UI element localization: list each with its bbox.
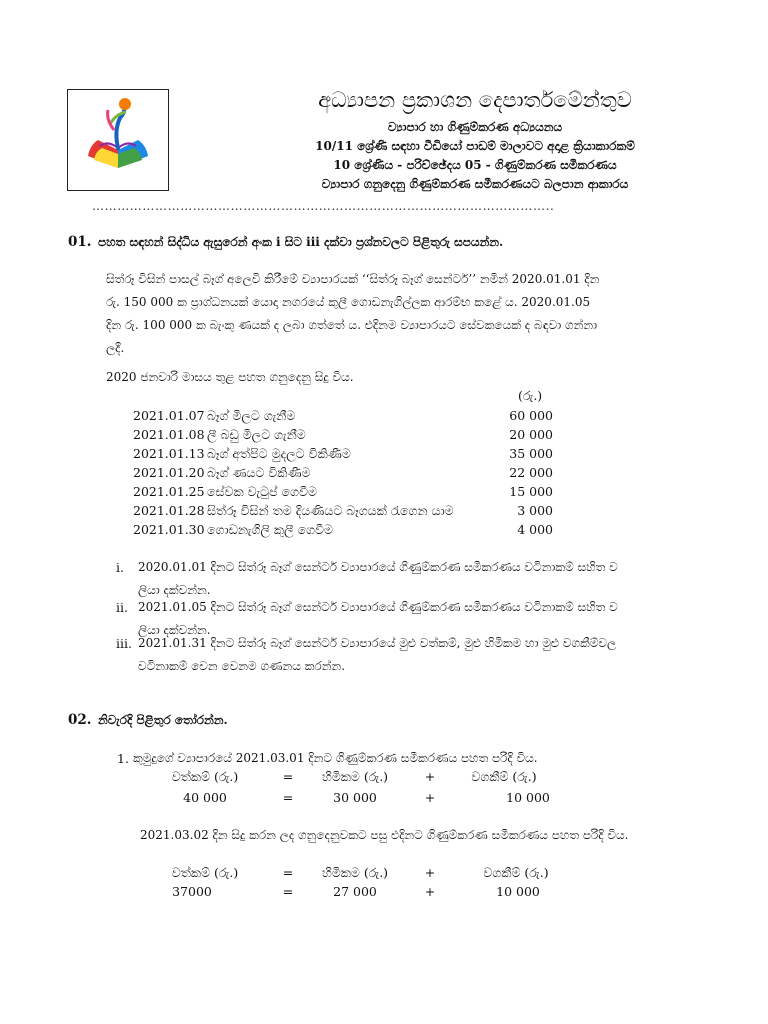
transaction-amount: 35 000 bbox=[509, 446, 553, 461]
assets-label: වත්කම් (රු.) bbox=[171, 865, 239, 880]
equals-sign: = bbox=[282, 769, 294, 784]
plus-sign: + bbox=[424, 790, 436, 805]
subquestion-number: ii. bbox=[116, 600, 128, 615]
page-title: අධ්‍යාපන ප්‍රකාශන දෙපාර්තමේන්තුව bbox=[318, 88, 632, 112]
subject-line: ව්‍යාපාර හා ගිණුම්කරණ අධ්‍යයනය bbox=[387, 120, 563, 134]
subquestion-line: 2021.01.31 දිනට සිත්රූ බෑග් සෙන්ටර් ව්‍යාපාරයේ මුළු වත්කම්, මුළු හිමිකම හා මුළු වගකීම්වල bbox=[138, 636, 617, 650]
subquestion-text bbox=[138, 632, 616, 678]
plus-sign: + bbox=[424, 769, 436, 784]
assets-label: වත්කම් (රු.) bbox=[171, 769, 239, 784]
item-number: 1. bbox=[117, 751, 129, 766]
liabilities-label: වගකීම් (රු.) bbox=[471, 769, 537, 784]
item-text: කුමුදුගේ ව්‍යාපාරයේ 2021.03.01 දිනට ගිණුම්කරණ සමීකරණය පහත පරිදි විය. bbox=[133, 751, 538, 765]
transaction-note: 2021.03.02 දින සිදු කරන ලද ගනුදෙනුවකට පසු එදිනට ගිණුම්කරණ සමීකරණය පහත පරිදි විය. bbox=[140, 828, 629, 842]
subquestion-line: 2020.01.01 දිනට සිත්රූ බෑග් සෙන්ටර් ව්‍යාපාරයේ ගිණුම්කරණ සමීකරණය වටිනාකම් සහිත ව bbox=[138, 560, 618, 574]
transaction-date: 2021.01.30 bbox=[133, 522, 205, 537]
liabilities-value: 10 000 bbox=[506, 790, 550, 805]
question-number: 02. bbox=[68, 712, 92, 728]
equals-sign: = bbox=[282, 884, 294, 899]
subquestion-line: ලියා දක්වන්න. bbox=[138, 583, 211, 597]
book-reader-logo-icon bbox=[68, 90, 168, 190]
transaction-date: 2021.01.25 bbox=[133, 484, 205, 499]
question-prompt: නිවැරදි පිළිතුර තෝරන්න. bbox=[98, 713, 228, 727]
department-logo bbox=[67, 89, 169, 191]
dotted-separator: ……………………………………………………………………………………………….. bbox=[92, 199, 555, 213]
equity-value: 30 000 bbox=[333, 790, 377, 805]
question-number: 01. bbox=[68, 234, 92, 250]
scenario-line: දින රු. 100 000 ක බැංකු ණයක් ද ලබා ගත්තේ ය. එදිනම ව්‍යාපාරයට සේවකයෙක් ද බඳවා ගන්නා bbox=[106, 318, 598, 332]
plus-sign: + bbox=[424, 884, 436, 899]
transaction-description: සිත්රූ විසින් තම දියණියට බෑගයක් රැගෙන යාම bbox=[207, 503, 454, 518]
transaction-amount: 15 000 bbox=[509, 484, 553, 499]
transaction-amount: 20 000 bbox=[509, 427, 553, 442]
transaction-description: බෑග් අත්පිට මුදලට විකිණීම bbox=[207, 446, 351, 461]
subquestion-line: ලියා දක්වන්න. bbox=[138, 623, 211, 637]
transaction-date: 2021.01.13 bbox=[133, 446, 205, 461]
transaction-description: ගොඩනැගිලි කුලී ගෙවීම bbox=[207, 522, 333, 537]
chapter-line: 10 ශ්‍රේණිය - පරිච්ඡේදය 05 - ගිණුම්කරණ සමීකරණය bbox=[333, 158, 617, 172]
question-prompt: පහත සඳහන් සිද්ධිය ඇසුරෙන් අංක i සිට iii දක්වා ප්‍රශ්නවලට පිළිතුරු සපයන්න. bbox=[98, 235, 504, 249]
transaction-amount: 4 000 bbox=[517, 522, 553, 537]
transaction-description: ලී බඩු මිලට ගැනීම bbox=[207, 427, 306, 442]
scenario-line: සිත්රූ විසින් පාසල් බෑග් අලෙවි කිරීමේ ව්‍යාපාරයක් ‘‘සිත්රූ බෑග් සෙන්ටර්’’ නමින් 2020.01.01 දින bbox=[106, 272, 600, 286]
scenario-paragraph bbox=[106, 268, 706, 360]
transaction-description: බෑග් මිලට ගැනීම bbox=[207, 408, 296, 423]
transaction-date: 2021.01.07 bbox=[133, 408, 205, 423]
equals-sign: = bbox=[282, 865, 294, 880]
transaction-amount: 22 000 bbox=[509, 465, 553, 480]
subquestion-number: iii. bbox=[116, 636, 132, 651]
equity-label: හිමිකම (රු.) bbox=[321, 769, 389, 784]
liabilities-value: 10 000 bbox=[496, 884, 540, 899]
transaction-amount: 60 000 bbox=[509, 408, 553, 423]
scenario-line: ලදී. bbox=[106, 341, 125, 355]
scenario-line: රු. 150 000 ක ප්‍රාග්ධනයක් යොදා නගරයේ කුලී ගොඩනැගිල්ලක ආරම්භ කළේ ය. 2020.01.05 bbox=[106, 295, 591, 309]
transaction-description: සේවක වැටුප් ගෙවීම bbox=[207, 484, 317, 499]
subquestion-line: වටිනාකම් වෙන වෙනම ගණනය කරන්න. bbox=[138, 659, 346, 673]
equity-label: හිමිකම (රු.) bbox=[321, 865, 389, 880]
liabilities-label: වගකීම් (රු.) bbox=[483, 865, 549, 880]
assets-value: 37000 bbox=[172, 884, 212, 899]
transactions-intro: 2020 ජනවාරි මාසය තුළ පහත ගනුදෙනු සිදු විය. bbox=[106, 370, 354, 384]
grade-line: 10/11 ශ්‍රේණි සඳහා වීඩියෝ පාඩම් මාලාවට අදාළ ක්‍රියාකාරකම් bbox=[315, 139, 635, 153]
equals-sign: = bbox=[282, 790, 294, 805]
subquestion-line: 2021.01.05 දිනට සිත්රූ බෑග් සෙන්ටර් ව්‍යාපාරයේ ගිණුම්කරණ සමීකරණය වටිනාකම් සහිත ව bbox=[138, 600, 618, 614]
equity-value: 27 000 bbox=[333, 884, 377, 899]
transaction-date: 2021.01.20 bbox=[133, 465, 205, 480]
transaction-amount: 3 000 bbox=[517, 503, 553, 518]
transaction-date: 2021.01.08 bbox=[133, 427, 205, 442]
topic-line: ව්‍යාපාර ගනුදෙනු ගිණුම්කරණ සමීකරණයට බලපාන ආකාරය bbox=[321, 177, 629, 191]
plus-sign: + bbox=[424, 865, 436, 880]
transaction-description: බෑග් ණයට විකිණීම bbox=[207, 465, 311, 480]
subquestion-number: i. bbox=[116, 560, 124, 575]
currency-unit: (රු.) bbox=[518, 388, 543, 403]
assets-value: 40 000 bbox=[183, 790, 227, 805]
transaction-date: 2021.01.28 bbox=[133, 503, 205, 518]
